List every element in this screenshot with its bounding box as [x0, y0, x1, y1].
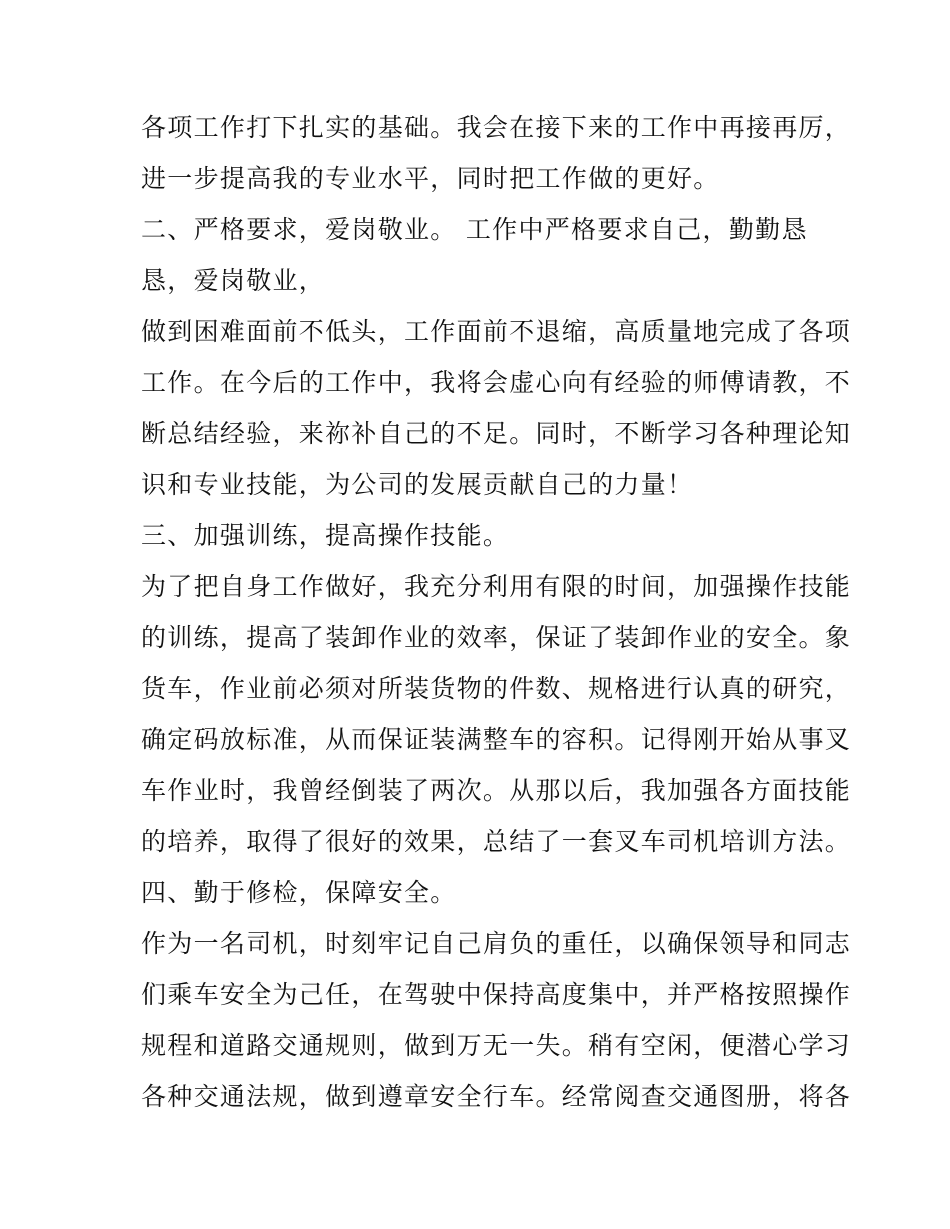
section-heading-line: 三、加强训练，提高操作技能。 [141, 521, 510, 550]
text-line: 恳，爱岗敬业， [141, 266, 326, 295]
text-line: 车作业时，我曾经倒装了两次。从那以后，我加强各方面技能 [141, 776, 852, 805]
text-line: 确定码放标准，从而保证装满整车的容积。记得刚开始从事叉 [141, 725, 852, 754]
text-line: 断总结经验，来祢补自己的不足。同时，不断学习各种理论知 [141, 419, 852, 448]
text-line: 作为一名司机，时刻牢记自己肩负的重任，以确保领导和同志 [141, 929, 852, 958]
document-body [141, 102, 852, 1122]
text-line: 进一步提高我的专业水平，同时把工作做的更好。 [141, 164, 720, 193]
text-line: 的训练，提高了装卸作业的效率，保证了装卸作业的安全。象 [141, 623, 852, 652]
text-line: 工作。在今后的工作中，我将会虚心向有经验的师傅请教，不 [141, 368, 852, 397]
text-line: 规程和道路交通规则，做到万无一失。稍有空闲，便潜心学习 [141, 1031, 852, 1060]
text-line: 货车，作业前必须对所装货物的件数、规格进行认真的研究， [141, 674, 852, 703]
section-heading-line: 二、严格要求，爱岗敬业。 工作中严格要求自己，勤勤恳 [141, 215, 808, 244]
text-line: 识和专业技能，为公司的发展贡献自己的力量！ [141, 470, 694, 499]
text-line: 做到困难面前不低头，工作面前不退缩，高质量地完成了各项 [141, 317, 852, 346]
text-line: 各种交通法规，做到遵章安全行车。经常阅查交通图册，将各 [141, 1082, 852, 1111]
text-line: 为了把自身工作做好，我充分利用有限的时间，加强操作技能 [141, 572, 852, 601]
text-line: 的培养，取得了很好的效果，总结了一套叉车司机培训方法。 [141, 827, 852, 856]
text-line: 们乘车安全为己任，在驾驶中保持高度集中，并严格按照操作 [141, 980, 852, 1009]
section-heading-line: 四、勤于修检，保障安全。 [141, 878, 457, 907]
text-line: 各项工作打下扎实的基础。我会在接下来的工作中再接再厉， [141, 113, 852, 142]
